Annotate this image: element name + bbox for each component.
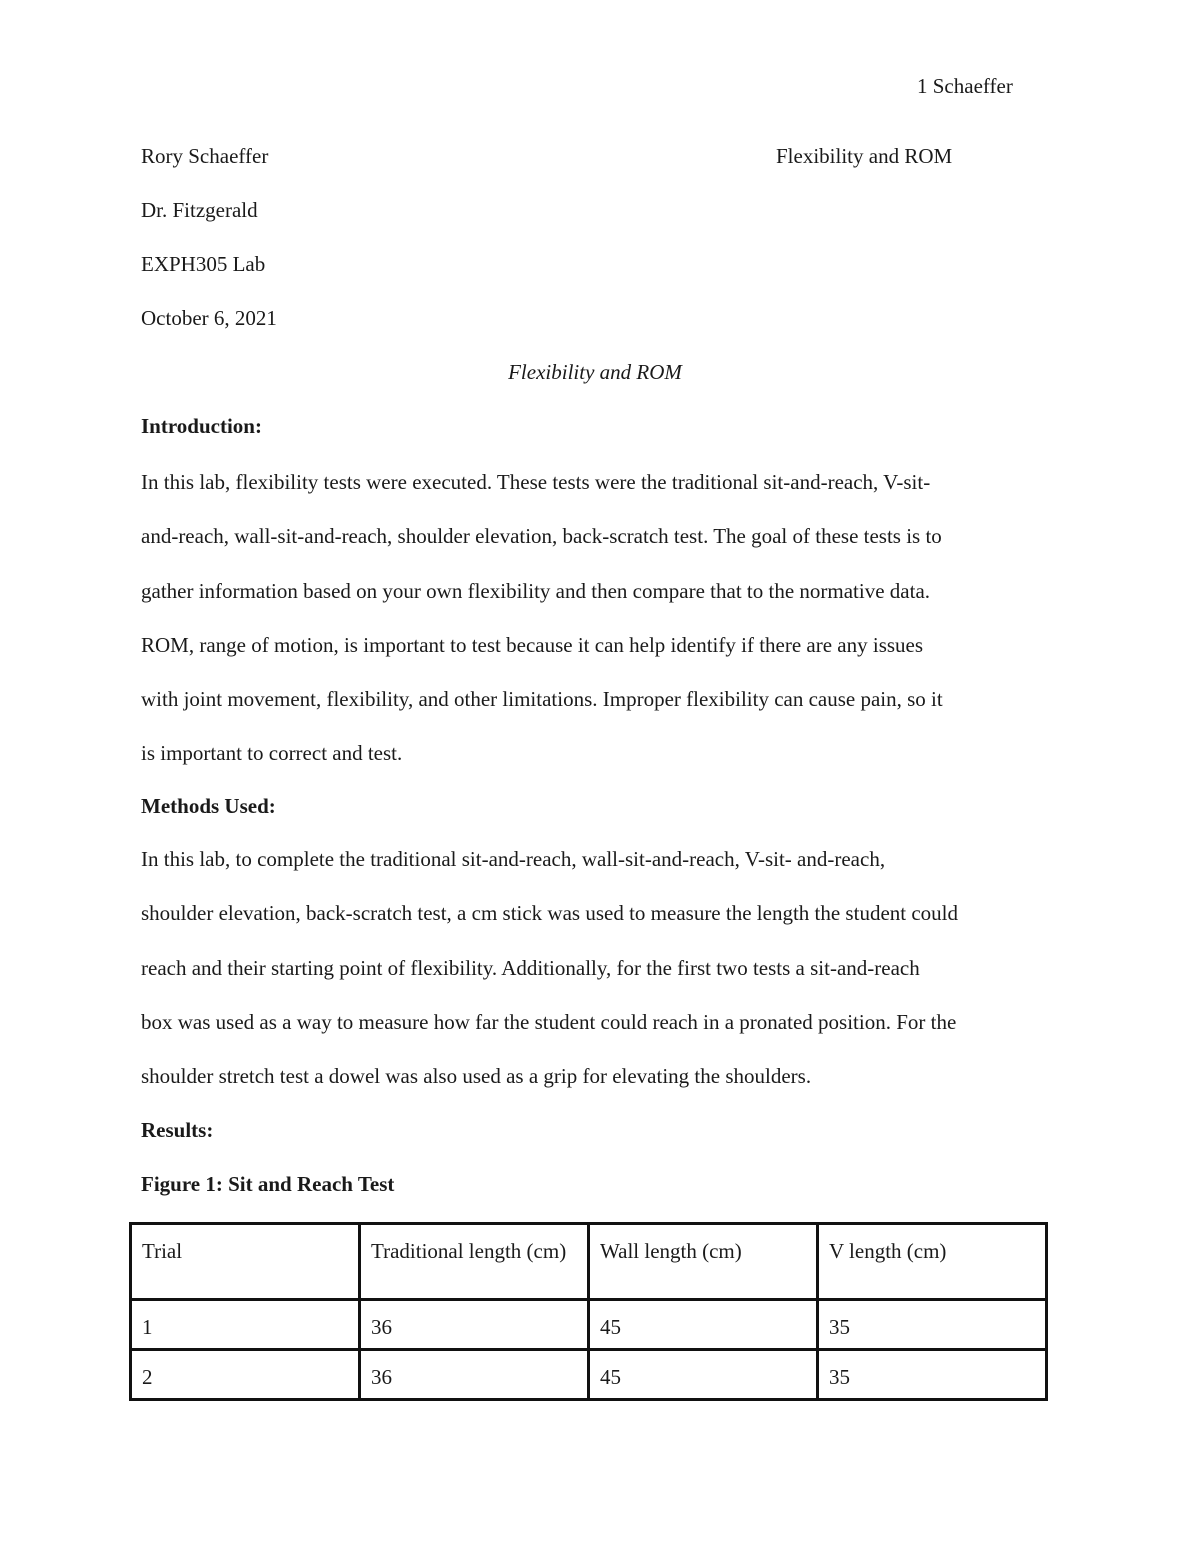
- figure-caption: Figure 1: Sit and Reach Test: [141, 1172, 395, 1196]
- table-header-cell: Wall length (cm): [589, 1224, 818, 1300]
- paragraph-line: In this lab, to complete the traditional sit-and-reach, wall-sit-and-reach, V-sit- and-reach,: [141, 847, 886, 871]
- table-header-cell: Trial: [131, 1224, 360, 1300]
- table-cell: 36: [360, 1350, 589, 1400]
- author-name: Rory Schaeffer: [141, 144, 269, 168]
- paragraph-line: shoulder stretch test a dowel was also used as a grip for elevating the shoulders.: [141, 1064, 812, 1089]
- table-cell: 1: [131, 1300, 360, 1350]
- table-cell: 45: [589, 1300, 818, 1350]
- introduction-heading: Introduction:: [141, 414, 262, 438]
- table-header-cell: Traditional length (cm): [360, 1224, 589, 1300]
- paragraph-line: ROM, range of motion, is important to test because it can help identify if there are any issues: [141, 632, 924, 657]
- instructor-name: Dr. Fitzgerald: [141, 198, 258, 222]
- paragraph-line: shoulder elevation, back-scratch test, a cm stick was used to measure the length the student could: [141, 901, 959, 926]
- table-cell: 35: [818, 1350, 1047, 1400]
- table-row: [131, 1300, 1047, 1350]
- table-row: [131, 1350, 1047, 1400]
- table-cell: 45: [589, 1350, 818, 1400]
- paragraph-line: reach and their starting point of flexibility. Additionally, for the first two tests a sit-and-reach: [141, 955, 920, 980]
- paragraph-line: box was used as a way to measure how far the student could reach in a pronated position. For the: [141, 1009, 957, 1034]
- paragraph-line: gather information based on your own flexibility and then compare that to the normative data.: [141, 578, 931, 603]
- introduction-paragraph: [141, 455, 943, 781]
- paragraph-line: is important to correct and test.: [141, 741, 403, 766]
- methods-heading: Methods Used:: [141, 794, 276, 818]
- document-date: October 6, 2021: [141, 306, 277, 330]
- course-name: EXPH305 Lab: [141, 252, 266, 276]
- running-title: Flexibility and ROM: [776, 144, 953, 168]
- methods-paragraph: [141, 832, 958, 1103]
- document-title: Flexibility and ROM: [508, 360, 682, 384]
- table-header-cell: V length (cm): [818, 1224, 1047, 1300]
- table-cell: 2: [131, 1350, 360, 1400]
- results-heading: Results:: [141, 1118, 214, 1142]
- page-number: 1 Schaeffer: [917, 74, 1013, 98]
- paragraph-line: and-reach, wall-sit-and-reach, shoulder elevation, back-scratch test. The goal of these tests is to: [141, 524, 942, 549]
- table-header-row: [131, 1224, 1047, 1300]
- table-cell: 36: [360, 1300, 589, 1350]
- table-cell: 35: [818, 1300, 1047, 1350]
- paragraph-line: In this lab, flexibility tests were executed. These tests were the traditional sit-and-reach, V-sit-: [141, 470, 931, 494]
- results-table: [129, 1222, 1048, 1401]
- paragraph-line: with joint movement, flexibility, and other limitations. Improper flexibility can cause pain, so it: [141, 687, 943, 712]
